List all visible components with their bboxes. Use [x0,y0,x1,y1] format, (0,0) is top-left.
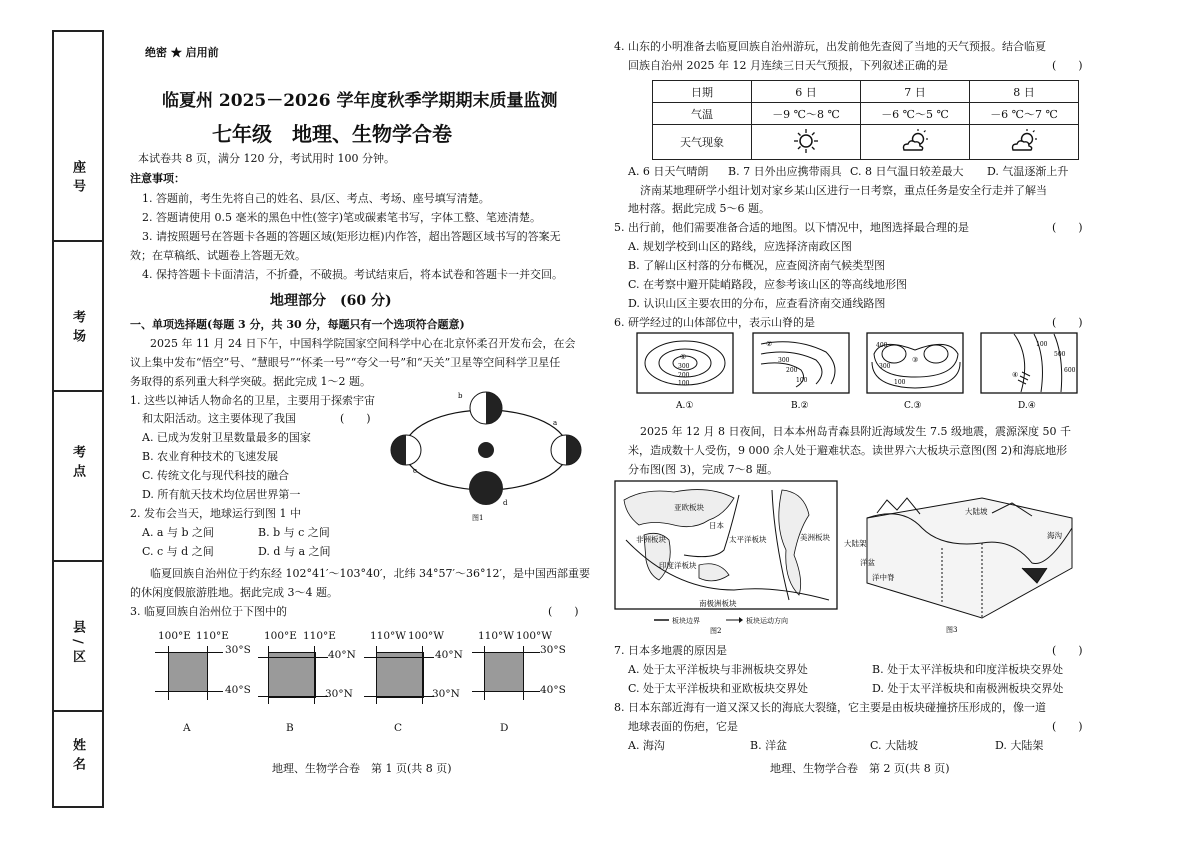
seafloor-label: 海沟 [1047,531,1062,540]
option: D. 所有航天技术均位居世界第一 [142,488,301,501]
answer-parentheses: ( ) [1052,644,1083,657]
orbit-label-b: b [458,392,463,400]
notice-item: 3. 请按照题号在答题卡各题的答题区域(矩形边框)内作答，超出答题区域书写的答案无 [142,230,561,243]
option: C. 处于太平洋板块和亚欧板块交界处 [628,682,809,695]
question-8: 8. 日本东部近海有一道又深又长的海底大裂缝，它主要是由板块碰撞挤压形成的，像一道 [614,701,1046,714]
question-5: 5. 出行前，他们需要准备合适的地图。以下情况中，地图选择最合理的是 [614,221,969,234]
legend-boundary: 板块边界 [672,617,700,625]
contour-val: 400 [876,342,888,349]
part-title: 一、单项选择题(每题 3 分，共 30 分，每题只有一个选项符合题意) [130,318,465,331]
weather-temp: －6 ℃～7 ℃ [970,103,1079,125]
seafloor-label: 大陆坡 [965,507,988,516]
contour-val: 100 [894,379,906,386]
contour-val: 200 [678,372,690,379]
option: A. a 与 b 之间 [142,526,215,539]
grid-letter: A [183,722,191,734]
option: A. 海沟 [628,739,665,752]
answer-parentheses: ( ) [1052,59,1083,72]
grid-lon-label: 110°E [196,630,229,642]
answer-parentheses: ( ) [1052,221,1083,234]
binding-cell-county [54,560,102,712]
question-7: 7. 日本多地震的原因是 [614,644,727,657]
contour-val: 600 [1064,367,1076,374]
option: C. 大陆坡 [870,739,919,752]
option: B. b 与 c 之间 [258,526,330,539]
binding-label: 考点 [70,445,85,483]
question-1: 1. 这些以神话人物命名的卫星，主要用于探索宇宙 [130,394,375,407]
option: A. 已成为发射卫星数量最多的国家 [142,431,311,444]
option: C. 传统文化与现代科技的融合 [142,469,290,482]
passage-line: 济南某地理研学小组计划对家乡某山区进行一日考察，重点任务是安全行走并了解当 [640,184,1047,197]
grid-lat-label: 30°N [325,688,353,700]
grid-letter: B [286,722,294,734]
grid-lon-label: 100°E [158,630,191,642]
contour-val: 100 [678,380,690,387]
answer-parentheses: ( ) [1052,316,1083,329]
grid-lat-label: 30°N [432,688,460,700]
contour-caption: D.④ [1018,401,1036,411]
grid-lat-label: 40°N [435,649,463,661]
question-6: 6. 研学经过的山体部位中，表示山脊的是 [614,316,815,329]
binding-label: 县/区 [70,620,85,669]
grid-lat-label: 40°S [225,684,251,696]
grid-box-d [484,652,524,692]
contour-val: 300 [678,363,690,370]
notice-item: 1. 答题前，考生先将自己的姓名、县/区、考点、考场、座号填写清楚。 [142,192,490,205]
passage-line: 2025 年 11 月 24 日下午，中国科学院国家空间科学中心在北京怀柔召开发布会，在会 [150,337,576,350]
plate-label: 非洲板块 [636,535,666,544]
orbit-label-c: c [413,467,417,475]
figure-1-orbit [388,385,588,525]
orbit-label-a: a [553,419,558,427]
weather-partly-cloudy-icon [861,125,970,160]
contour-val: 300 [778,357,790,364]
option: C. c 与 d 之间 [142,545,214,558]
option: A. 6 日天气晴朗 [628,165,709,178]
latlon-grids [150,630,570,740]
grid-lat-label: 40°N [328,649,356,661]
option: D. 大陆架 [995,739,1044,752]
seafloor-label: 大陆架 [844,539,867,548]
option: B. 洋盆 [750,739,788,752]
question-4-cont: 回族自治州 2025 年 12 月连续三日天气预报，下列叙述正确的是 [628,59,948,72]
question-2: 2. 发布会当天，地球运行到图 1 中 [130,507,301,520]
weather-partly-cloudy-icon [970,125,1079,160]
grid-lon-label: 110°W [478,630,515,642]
option: D. 处于太平洋板块和南极洲板块交界处 [872,682,1064,695]
grid-lat-label: 40°S [540,684,566,696]
grid-lon-label: 100°W [408,630,445,642]
passage-line: 议上集中发布“悟空”号、“慧眼号”“怀柔一号”“夸父一号”和“天关”卫星等空间科学卫星任 [130,356,561,369]
binding-cell-seat [54,110,102,242]
question-3: 3. 临夏回族自治州位于下图中的 [130,605,287,618]
figure-3-seafloor [842,488,1082,636]
question-1-cont: 和太阳活动。这主要体现了我国 [142,412,296,425]
orbit-label-d: d [503,499,508,507]
weather-temp: －6 ℃～5 ℃ [861,103,970,125]
binding-cell-site [54,390,102,562]
seafloor-label: 洋盆 [860,558,875,567]
grid-lon-label: 110°E [303,630,336,642]
exam-intro: 本试卷共 8 页，满分 120 分，考试用时 100 分钟。 [138,152,395,165]
contour-num: ② [766,340,773,348]
plate-label: 印度洋板块 [659,561,697,570]
grid-lon-label: 100°E [264,630,297,642]
binding-cell-name [54,710,102,804]
contour-val: 200 [786,367,798,374]
figure-1-caption: 图1 [472,514,484,522]
contour-num: ③ [912,356,919,364]
secret-mark: 绝密 ★ 启用前 [145,46,219,59]
contour-val: 100 [796,377,808,384]
contour-val: 500 [1054,351,1066,358]
exam-title: 临夏州 2025－2026 学年度秋季学期期末质量监测 [162,91,558,111]
answer-parentheses: ( ) [548,605,579,618]
plate-label: 太平洋板块 [729,535,767,544]
passage-line: 务取得的系列重大科学突破。据此完成 1～2 题。 [130,375,371,388]
legend-direction: 板块运动方向 [746,617,788,625]
passage-line: 米，造成数十人受伤，9 000 余人处于避难状态。读世界六大板块示意图(图 2)和海底地形 [628,444,1068,457]
weather-header: 8 日 [970,81,1079,103]
grid-lon-label: 110°W [370,630,407,642]
binding-strip [52,30,104,808]
contour-val: 300 [879,363,891,370]
grid-lat-label: 30°S [225,644,251,656]
binding-label: 考场 [70,310,85,348]
weather-header: 6 日 [752,81,861,103]
contour-val: 100 [1036,341,1048,348]
contour-caption: B.② [791,401,809,411]
grid-letter: D [500,722,509,734]
passage-line: 分布图(图 3)，完成 7～8 题。 [628,463,779,476]
weather-sunny-icon [752,125,861,160]
binding-label: 座号 [70,160,85,198]
figure-2-caption: 图2 [710,627,722,635]
plate-label: 亚欧板块 [674,503,704,512]
option: D. d 与 a 之间 [258,545,331,558]
passage-line: 临夏回族自治州位于约东经 102°41′～103°40′，北纬 34°57′～36°12′，是中国西部重要 [150,567,590,580]
option: A. 规划学校到山区的路线，应选择济南政区图 [628,240,852,253]
option: D. 气温逐渐上升 [987,165,1069,178]
plate-label: 南极洲板块 [699,599,737,608]
passage-line: 2025 年 12 月 8 日夜间，日本本州岛青森县附近海域发生 7.5 级地震，震源深度 50 千 [640,425,1071,438]
weather-header: 日期 [653,81,752,103]
grid-box-b [268,652,316,698]
exam-subtitle: 七年级 地理、生物学合卷 [212,122,452,146]
answer-parentheses: ( ) [340,412,371,425]
question-8-cont: 地球表面的伤疤，它是 [628,720,738,733]
contour-num: ④ [1012,371,1019,379]
option: B. 7 日外出应携带雨具 [728,165,842,178]
grid-lat-label: 30°S [540,644,566,656]
contour-caption: A.① [676,401,694,411]
passage-line: 地村落。据此完成 5～6 题。 [628,202,770,215]
option: C. 在考察中避开陡峭路段，应参考该山区的等高线地形图 [628,278,908,291]
notice-item: 4. 保持答题卡卡面清洁，不折叠，不破损。考试结束后，将本试卷和答题卡一并交回。 [142,268,563,281]
contour-caption: C.③ [904,401,922,411]
weather-table [652,80,1079,160]
weather-header: 7 日 [861,81,970,103]
grid-box-c [376,652,424,698]
weather-row-label: 气温 [653,103,752,125]
question-4: 4. 山东的小明准备去临夏回族自治州游玩，出发前他先查阅了当地的天气预报。结合临夏 [614,40,1046,53]
figure-2-plates-map [614,480,839,635]
answer-parentheses: ( ) [1052,720,1083,733]
option: C. 8 日气温日较差最大 [850,165,964,178]
notice-title: 注意事项： [130,172,185,185]
option: A. 处于太平洋板块与非洲板块交界处 [628,663,808,676]
passage-line: 的休闲度假旅游胜地。据此完成 3～4 题。 [130,586,338,599]
binding-label: 姓名 [70,738,85,776]
page-footer-right: 地理、生物学合卷 第 2 页(共 8 页) [770,762,950,775]
notice-item: 效；在草稿纸、试题卷上答题无效。 [130,249,306,262]
grid-lon-label: 100°W [516,630,553,642]
plate-label: 美洲板块 [800,533,830,542]
weather-temp: －9 ℃～8 ℃ [752,103,861,125]
contour-num: ① [680,353,687,361]
binding-cell-room [54,240,102,392]
map-place-label: 日本 [709,521,724,530]
option: B. 农业育种技术的飞速发展 [142,450,279,463]
option: B. 处于太平洋板块和印度洋板块交界处 [872,663,1064,676]
grid-box-a [168,652,208,692]
page-footer-left: 地理、生物学合卷 第 1 页(共 8 页) [272,762,452,775]
option: D. 认识山区主要农田的分布，应查看济南交通线路图 [628,297,886,310]
section-title: 地理部分 (60 分) [270,293,392,309]
option: B. 了解山区村落的分布概况，应查阅济南气候类型图 [628,259,886,272]
grid-letter: C [394,722,403,734]
figure-3-caption: 图3 [946,626,958,634]
contour-maps [636,332,1086,414]
weather-row-label: 天气现象 [653,125,752,160]
notice-item: 2. 答题请使用 0.5 毫米的黑色中性(签字)笔或碳素笔书写，字体工整、笔迹清楚。 [142,211,542,224]
seafloor-label: 洋中脊 [872,573,895,582]
